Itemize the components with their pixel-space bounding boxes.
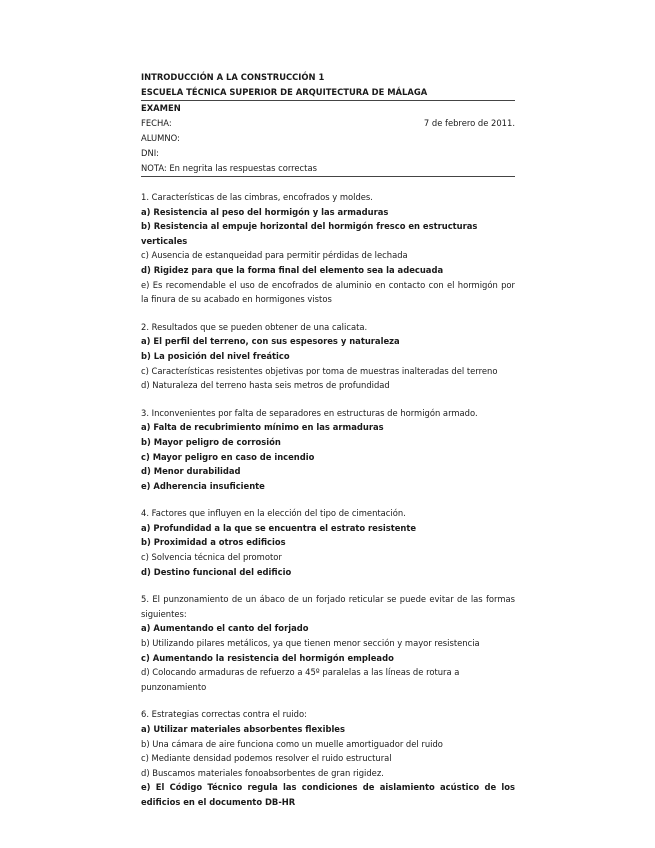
- answer-option: a) Falta de recubrimiento mínimo en las armaduras: [141, 422, 384, 433]
- course-title: INTRODUCCIÓN A LA CONSTRUCCIÓN 1: [141, 72, 325, 82]
- answer-option: d) Destino funcional del edificio: [141, 566, 292, 577]
- answer-option: a) Resistencia al peso del hormigón y las armaduras: [141, 206, 389, 217]
- exam-header: [141, 70, 515, 177]
- answer-option: a) Profundidad a la que se encuentra el estrato resistente: [141, 522, 417, 533]
- question-title: 3. Inconvenientes por falta de separadores en estructuras de hormigón armado.: [141, 407, 478, 418]
- date-value: 7 de febrero de 2011.: [423, 118, 515, 128]
- answer-option: c) Solvencia técnica del promotor: [141, 552, 282, 563]
- answer-option: d) Buscamos materiales fonoabsorbentes de gran rigidez.: [141, 767, 384, 778]
- question-6: [141, 707, 515, 809]
- answer-option: e) Es recomendable el uso de encofrados de aluminio en contacto con el hormigón por la finura de su acabado en hormigones vistos: [141, 279, 515, 305]
- answer-option: b) Proximidad a otros edificios: [141, 537, 286, 548]
- question-list: [141, 190, 515, 810]
- note-line: NOTA: En negrita las respuestas correctas: [141, 161, 515, 177]
- answer-option: b) Resistencia al empuje horizontal del hormigón fresco en estructuras verticales: [141, 221, 478, 246]
- question-5: [141, 592, 515, 694]
- dni-label: DNI:: [141, 148, 160, 158]
- answer-option: a) Utilizar materiales absorbentes flexibles: [141, 724, 345, 734]
- answer-option: a) Aumentando el canto del forjado: [141, 623, 309, 634]
- question-title: 4. Factores que influyen en la elección del tipo de cimentación.: [141, 508, 406, 519]
- question-title: 2. Resultados que se pueden obtener de una calicata.: [141, 321, 368, 332]
- answer-option: b) Una cámara de aire funciona como un muelle amortiguador del ruido: [141, 738, 443, 749]
- date-row: [141, 116, 515, 131]
- answer-option: e) Adherencia insuficiente: [141, 480, 265, 491]
- answer-option: d) Menor durabilidad: [141, 466, 241, 477]
- question-title: 5. El punzonamiento de un ábaco de un forjado reticular se puede evitar de las formas siguientes:: [141, 594, 515, 619]
- exam-label: EXAMEN: [141, 103, 181, 113]
- answer-option: c) Características resistentes objetivas por toma de muestras inalteradas del terreno: [141, 365, 498, 376]
- answer-option: b) Mayor peligro de corrosión: [141, 436, 281, 447]
- answer-option: d) Naturaleza del terreno hasta seis metros de profundidad: [141, 380, 390, 391]
- student-label: ALUMNO:: [141, 133, 180, 143]
- date-label: FECHA:: [141, 118, 172, 128]
- question-title: 1. Características de las cimbras, encofrados y moldes.: [141, 192, 373, 202]
- school-name: ESCUELA TÉCNICA SUPERIOR DE ARQUITECTURA DE MÁLAGA: [141, 85, 515, 101]
- answer-option: e) El Código Técnico regula las condiciones de aislamiento acústico de los edificios en el documento DB-HR: [141, 782, 515, 807]
- answer-option: d) Colocando armaduras de refuerzo a 45º paralelas a las líneas de rotura a punzonamiento: [141, 667, 460, 692]
- answer-option: c) Ausencia de estanqueidad para permitir pérdidas de lechada: [141, 250, 408, 261]
- answer-option: c) Mayor peligro en caso de incendio: [141, 451, 315, 462]
- question-1: [141, 190, 515, 307]
- answer-option: b) La posición del nivel freático: [141, 350, 290, 361]
- answer-option: c) Mediante densidad podemos resolver el ruido estructural: [141, 753, 392, 764]
- question-4: [141, 506, 515, 579]
- answer-option: c) Aumentando la resistencia del hormigón empleado: [141, 652, 394, 663]
- question-3: [141, 406, 515, 494]
- exam-page: [141, 70, 515, 810]
- answer-option: d) Rigidez para que la forma final del elemento sea la adecuada: [141, 264, 444, 275]
- question-2: [141, 320, 515, 393]
- answer-option: a) El perfil del terreno, con sus espesores y naturaleza: [141, 336, 400, 347]
- question-title: 6. Estrategias correctas contra el ruido:: [141, 709, 307, 720]
- answer-option: b) Utilizando pilares metálicos, ya que tienen menor sección y mayor resistencia: [141, 638, 480, 649]
